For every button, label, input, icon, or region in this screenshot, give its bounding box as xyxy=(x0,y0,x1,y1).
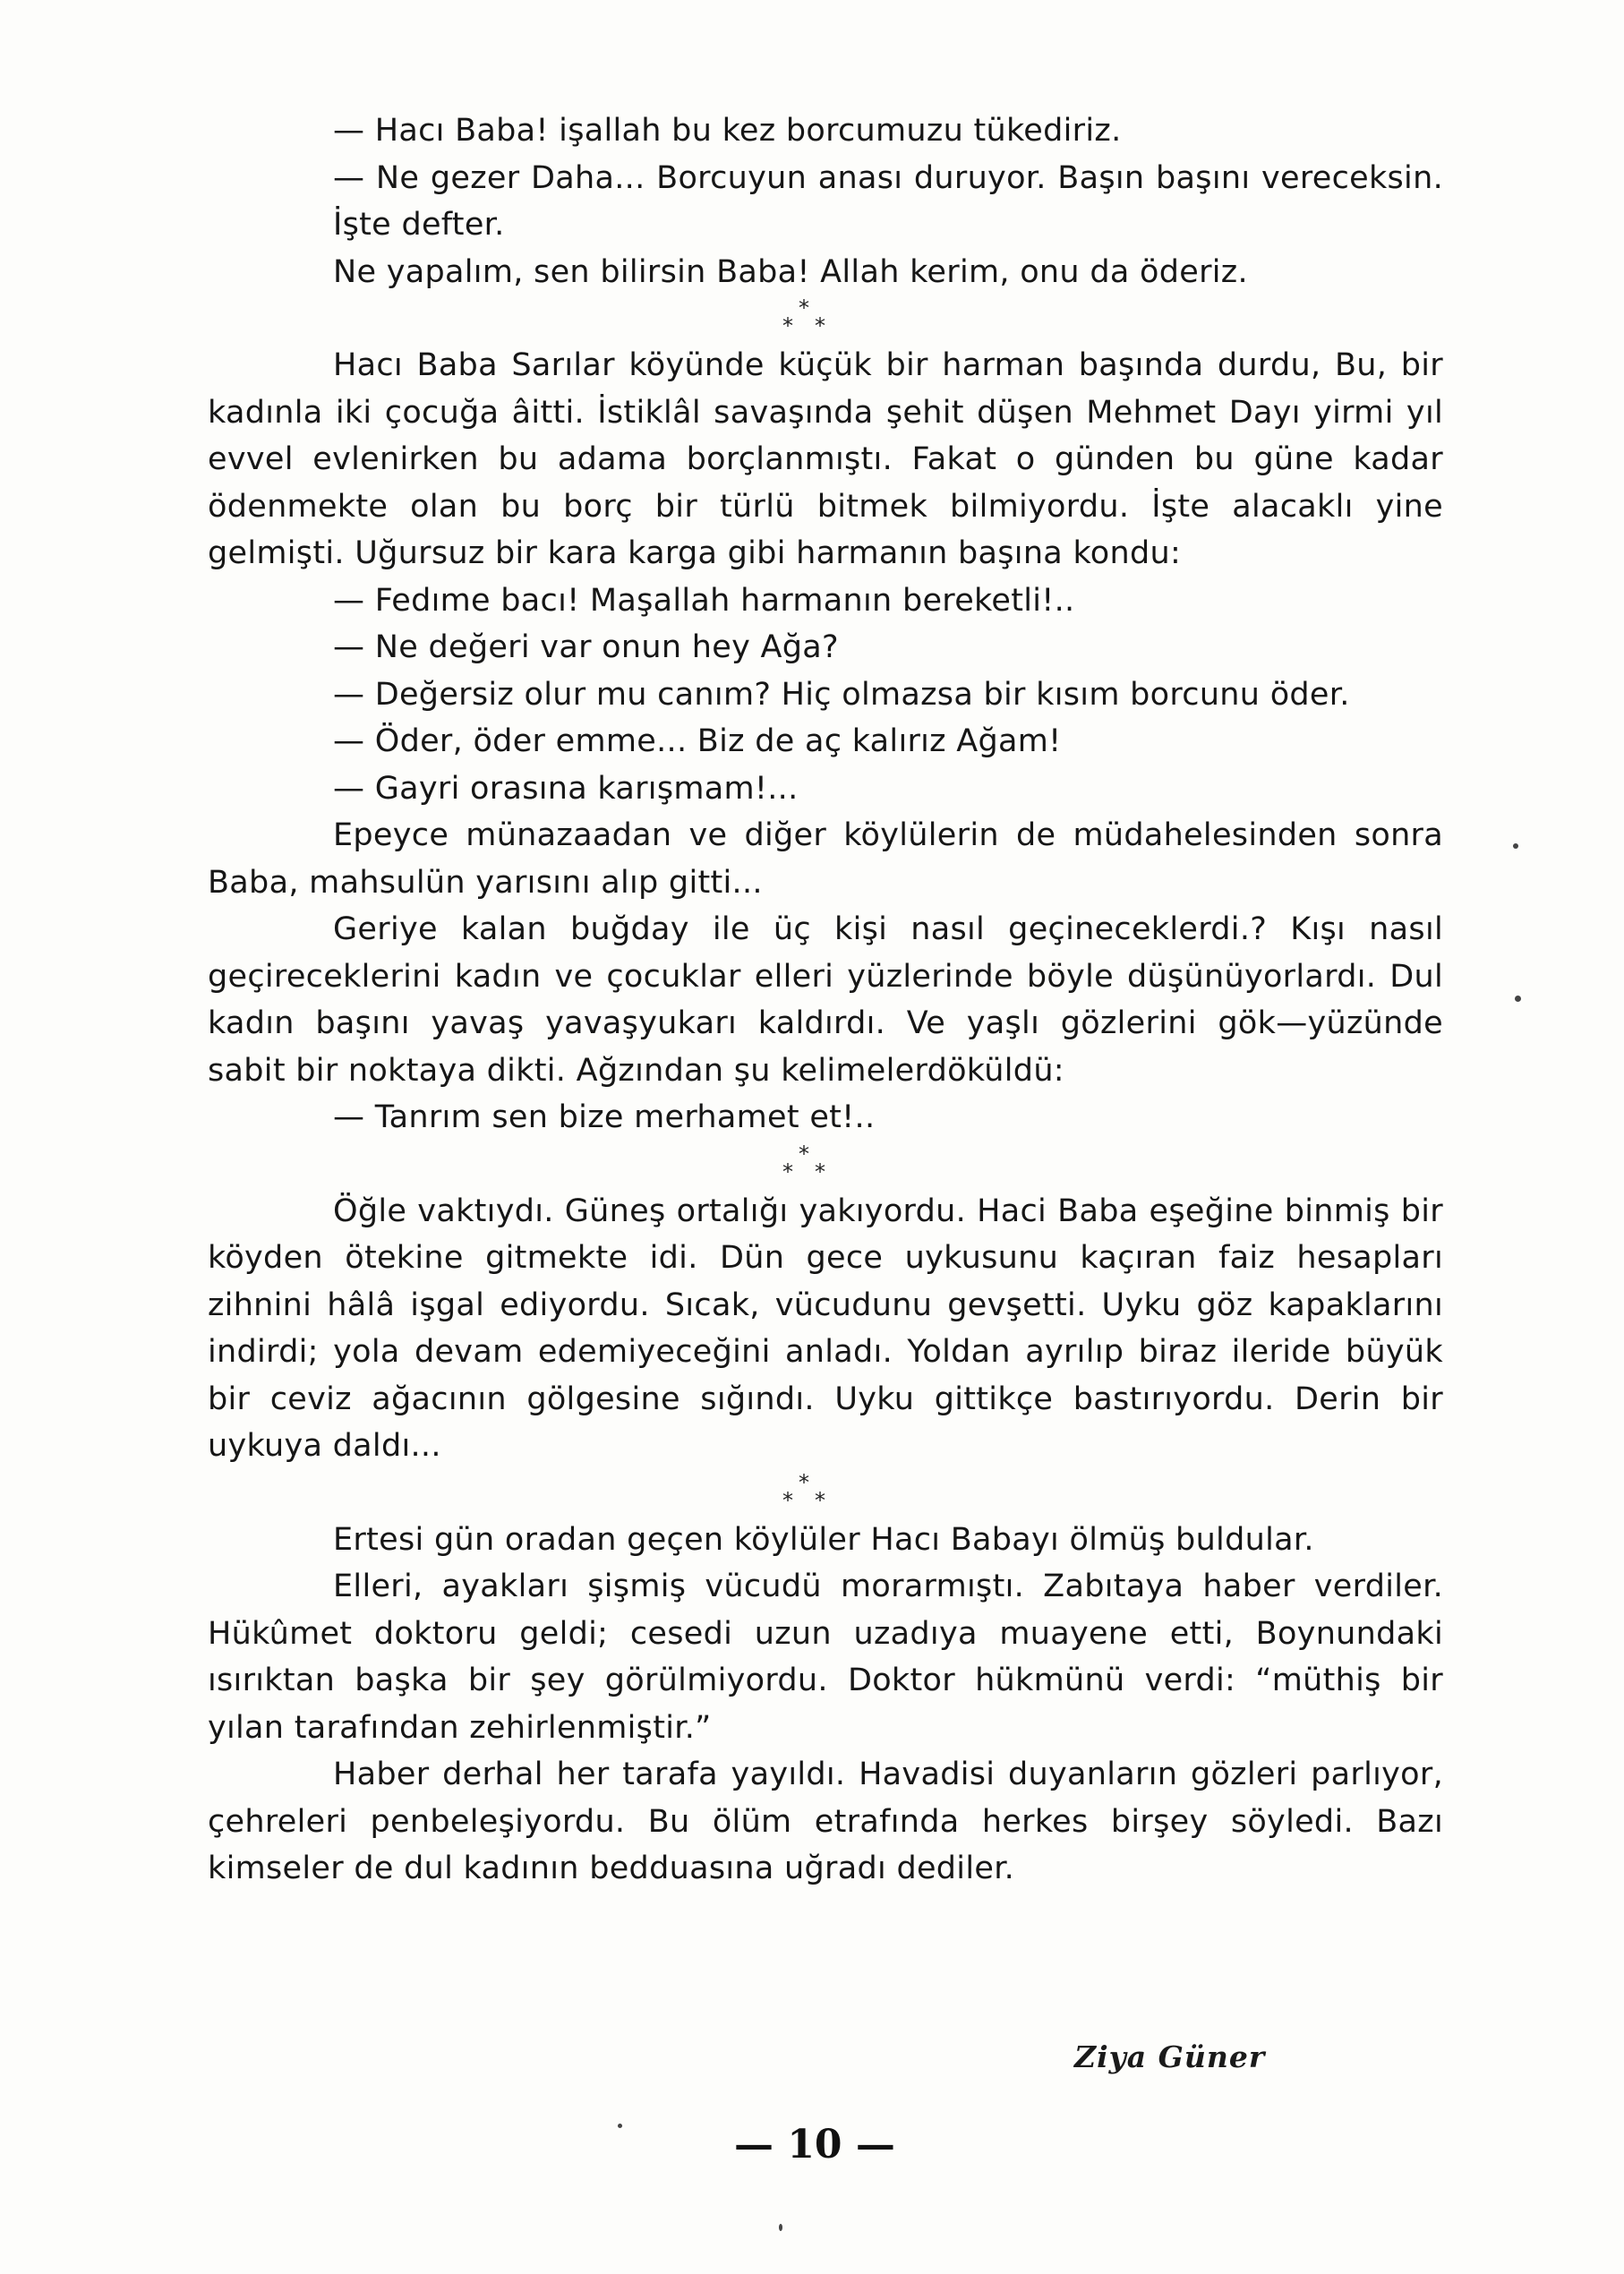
paragraph: Epeyce münazaadan ve diğer köylülerin de müdahelesinden sonra Baba, mahsulün yarısını alıp gitti... xyxy=(208,817,1443,901)
text-column xyxy=(208,107,1443,1893)
section-separator xyxy=(208,295,1443,342)
paragraph: Ertesi gün oradan geçen köylüler Hacı Babayı ölmüş buldular. xyxy=(333,1521,1314,1558)
section-separator xyxy=(208,1141,1443,1188)
asterism-icon: * * * xyxy=(782,1141,826,1184)
dialogue-line: — Gayri orasına karışmam!... xyxy=(333,770,799,807)
dialogue-line: — Ne gezer Daha... Borcuyun anası duruyor. Başın başını vereceksin. İşte defter. xyxy=(333,159,1443,243)
paragraph: — Değersiz olur mu canım? Hiç olmazsa bir kısım borcunu öder. xyxy=(333,676,1350,713)
dialogue-line: — Fedıme bacı! Maşallah harmanın bereketli!.. xyxy=(333,582,1075,619)
dialogue-line: — Hacı Baba! işallah bu kez borcumuzu tükediriz. xyxy=(333,113,1122,149)
paragraph: Elleri, ayakları şişmiş vücudü morarmıştı. Zabıtaya haber verdiler. Hükûmet doktoru geldi; cesedi uzun uzadıya muayene etti, Boynundaki ısırıktan başka bir şey görülmiyordu. Doktor hükmünü verdi: “müthiş bir yılan tarafından zehirlenmiştir.” xyxy=(208,1569,1443,1746)
print-speck xyxy=(618,2124,622,2128)
dialogue-line: — Ne değeri var onun hey Ağa? xyxy=(333,629,839,665)
print-speck xyxy=(1513,843,1518,849)
author-signature: Ziya Güner xyxy=(1074,2039,1266,2074)
dialogue-line: Ne yapalım, sen bilirsin Baba! Allah kerim, onu da öderiz. xyxy=(333,253,1248,290)
paragraph: Haber derhal her tarafa yayıldı. Havadisi duyanların gözleri parlıyor, çehreleri penbeleşiyordu. Bu ölüm etrafında herkes birşey söyledi. Bazı kimseler de dul kadının bedduasına uğradı dediler. xyxy=(208,1757,1443,1886)
paragraph: Öğle vaktıydı. Güneş ortalığı yakıyordu. Haci Baba eşeğine binmiş bir köyden ötekine gitmekte idi. Dün gece uykusunu kaçıran faiz hesapları zihnini hâlâ işgal ediyordu. Sıcak, vücudunu gevşetti. Uyku göz kapaklarını indirdi; yola devam edemiyeceğini anladı. Yoldan ayrılıp biraz ileride büyük bir ceviz ağacının gölgesine sığındı. Uyku gittikçe bastırıyordu. Derin bir uykuya daldı... xyxy=(208,1193,1443,1464)
paragraph: Hacı Baba Sarılar köyünde küçük bir harman başında durdu, Bu, bir kadınla iki çocuğa âitti. İstiklâl savaşında şehit düşen Mehmet Dayı yirmi yıl evvel evlenirken bu adama borçlanmıştı. Fakat o günden bu güne kadar ödenmekte olan bu borç bir türlü bitmek bilmiyordu. İşte alacaklı yine gelmişti. Uğursuz bir kara karga gibi harmanın başına kondu: xyxy=(208,347,1443,571)
section-separator xyxy=(208,1470,1443,1517)
asterism-icon: * * * xyxy=(782,295,826,338)
dialogue-line: — Tanrım sen bize merhamet et!.. xyxy=(333,1099,876,1135)
paragraph: Geriye kalan buğday ile üç kişi nasıl geçineceklerdi.? Kışı nasıl geçireceklerini kadın ve çocuklar elleri yüzlerinde böyle düşünüyorlardı. Dul kadın başını yavaş yavaşyukarı kaldırdı. Ve yaşlı gözlerini gök—yüzünde sabit bir noktaya dikti. Ağzından şu kelimelerdöküldü: xyxy=(208,911,1443,1089)
print-speck xyxy=(1515,996,1521,1002)
dialogue-line: — Öder, öder emme... Biz de aç kalırız Ağam! xyxy=(333,723,1062,759)
print-speck xyxy=(779,2224,782,2231)
page-number: — 10 — xyxy=(734,2122,895,2167)
asterism-icon: * * * xyxy=(782,1469,826,1513)
